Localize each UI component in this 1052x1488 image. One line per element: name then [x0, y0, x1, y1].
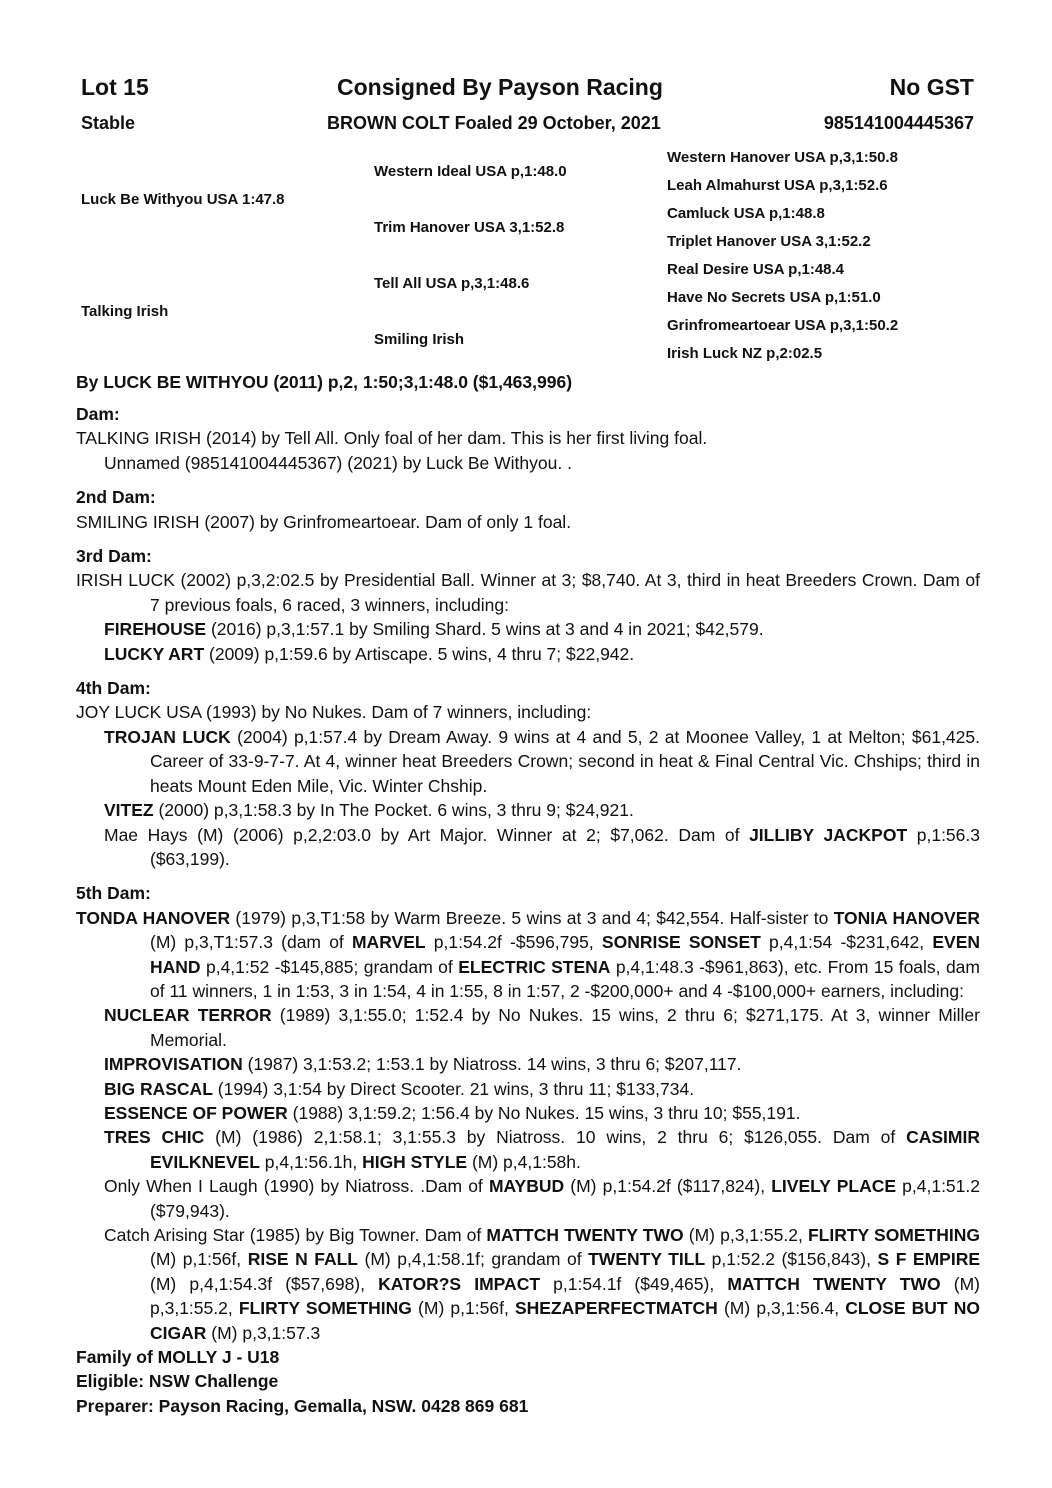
- pedigree-sire: Luck Be Withyou USA 1:47.8: [81, 191, 285, 208]
- progeny-entry: VITEZ (2000) p,3,1:58.3 by In The Pocket. 6 wins, 3 thru 9; $24,921.: [104, 800, 634, 821]
- pedigree-gen3-1: Western Hanover USA p,3,1:50.8: [667, 149, 898, 166]
- foal-entry: Unnamed (985141004445367) (2021) by Luck Be Withyou. .: [104, 452, 572, 473]
- eligibility-line: Eligible: NSW Challenge: [76, 1371, 279, 1392]
- pedigree-dam-sire: Tell All USA p,3,1:48.6: [374, 275, 530, 292]
- fourth-dam-text: JOY LUCK USA (1993) by No Nukes. Dam of 7 winners, including:: [76, 702, 592, 723]
- dam-heading: Dam:: [76, 404, 120, 424]
- pedigree-gen3-6: Have No Secrets USA p,1:51.0: [667, 289, 881, 306]
- second-dam-heading: 2nd Dam:: [76, 487, 156, 508]
- progeny-entry: ESSENCE OF POWER (1988) 3,1:59.2; 1:56.4 by No Nukes. 15 wins, 3 thru 10; $55,191.: [104, 1102, 801, 1123]
- progeny-entry: LUCKY ART (2009) p,1:59.6 by Artiscape. 5 wins, 4 thru 7; $22,942.: [104, 643, 635, 664]
- fifth-dam-text: TONDA HANOVER (1979) p,3,T1:58 by Warm Breeze. 5 wins at 3 and 4; $42,554. Half-sister to TONIA HANOVER (M) p,3,T1:57.3 (dam of MARVEL p,1:54.2f -$596,795, SONRISE SONSET p,4,1:54 -$231,642, EVEN HAND p,4,1:52 -$145,885; grandam of ELECTRIC STENA p,4,1:48.3 -$961,863), etc. From 15 foals, dam of 11 winners, 1 in 1:53, 3 in 1:54, 4 in 1:55, 8 in 1:57, 2 -$200,000+ and 4 -$100,000+ earners, including:: [76, 907, 980, 1001]
- pedigree-gen3-3: Camluck USA p,1:48.8: [667, 205, 825, 222]
- dam-text: TALKING IRISH (2014) by Tell All. Only foal of her dam. This is her first living foal.: [76, 428, 708, 449]
- progeny-entry: TROJAN LUCK (2004) p,1:57.4 by Dream Away. 9 wins at 4 and 5, 2 at Moonee Valley, 1 at Melton; $61,425. Career of 33-9-7-7. At 4, winner heat Breeders Crown; second in heat & Final Central Vic. Chships; third in heats Mount Eden Mile, Vic. Winter Chship.: [104, 726, 980, 796]
- fourth-dam-heading: 4th Dam:: [76, 678, 151, 699]
- pedigree-dam-dam: Smiling Irish: [374, 331, 465, 348]
- progeny-entry: NUCLEAR TERROR (1989) 3,1:55.0; 1:52.4 by No Nukes. 15 wins, 2 thru 6; $271,175. At 3, winner Miller Memorial.: [104, 1005, 980, 1050]
- pedigree-gen3-7: Grinfromeartoear USA p,3,1:50.2: [667, 317, 899, 334]
- pedigree-sire-dam: Trim Hanover USA 3,1:52.8: [374, 219, 565, 236]
- progeny-entry: Catch Arising Star (1985) by Big Towner. Dam of MATTCH TWENTY TWO (M) p,3,1:55.2, FLIRTY SOMETHING (M) p,1:56f, RISE N FALL (M) p,4,1:58.1f; grandam of TWENTY TILL p,1:52.2 ($156,843), S F EMPIRE (M) p,4,1:54.3f ($57,698), KATOR?S IMPACT p,1:54.1f ($49,465), MATTCH TWENTY TWO (M) p,3,1:55.2, FLIRTY SOMETHING (M) p,1:56f, SHEZAPERFECTMATCH (M) p,3,1:56.4, CLOSE BUT NO CIGAR (M) p,3,1:57.3: [104, 1225, 981, 1343]
- lot-number: Lot 15: [81, 74, 149, 100]
- progeny-entry: IMPROVISATION (1987) 3,1:53.2; 1:53.1 by Niatross. 14 wins, 3 thru 6; $207,117.: [104, 1054, 742, 1075]
- third-dam-heading: 3rd Dam:: [76, 546, 152, 567]
- progeny-entry: BIG RASCAL (1994) 3,1:54 by Direct Scooter. 21 wins, 3 thru 11; $133,734.: [104, 1078, 695, 1099]
- pedigree-gen3-8: Irish Luck NZ p,2:02.5: [667, 345, 823, 362]
- progeny-entry: FIREHOUSE (2016) p,3,1:57.1 by Smiling Shard. 5 wins at 3 and 4 in 2021; $42,579.: [104, 619, 764, 640]
- third-dam-text: IRISH LUCK (2002) p,3,2:02.5 by Presidential Ball. Winner at 3; $8,740. At 3, third in heat Breeders Crown. Dam of 7 previous foals, 6 raced, 3 winners, including:: [76, 570, 980, 615]
- pedigree-sire-sire: Western Ideal USA p,1:48.0: [374, 163, 567, 180]
- pedigree-gen3-4: Triplet Hanover USA 3,1:52.2: [667, 233, 871, 250]
- pedigree-gen3-5: Real Desire USA p,1:48.4: [667, 261, 845, 278]
- progeny-entry: Only When I Laugh (1990) by Niatross. .Dam of MAYBUD (M) p,1:54.2f ($117,824), LIVELY PLACE p,4,1:51.2 ($79,943).: [104, 1176, 980, 1221]
- pedigree-gen3-2: Leah Almahurst USA p,3,1:52.6: [667, 177, 888, 194]
- consignor: Consigned By Payson Racing: [337, 74, 663, 100]
- horse-description: BROWN COLT Foaled 29 October, 2021: [327, 113, 661, 133]
- gst-status: No GST: [889, 74, 974, 100]
- family-line: Family of MOLLY J - U18: [76, 1347, 280, 1368]
- fifth-dam-heading: 5th Dam:: [76, 883, 151, 904]
- microchip-number: 985141004445367: [823, 113, 974, 133]
- sire-summary: By LUCK BE WITHYOU (2011) p,2, 1:50;3,1:48.0 ($1,463,996): [76, 372, 573, 392]
- pedigree-dam: Talking Irish: [81, 303, 169, 320]
- progeny-entry: Mae Hays (M) (2006) p,2,2:03.0 by Art Major. Winner at 2; $7,062. Dam of JILLIBY JACKPOT p,1:56.3 ($63,199).: [104, 824, 980, 869]
- progeny-entry: TRES CHIC (M) (1986) 2,1:58.1; 3,1:55.3 by Niatross. 10 wins, 2 thru 6; $126,055. Dam of CASIMIR EVILKNEVEL p,4,1:56.1h, HIGH STYLE (M) p,4,1:58h.: [104, 1127, 980, 1172]
- second-dam-text: SMILING IRISH (2007) by Grinfromeartoear. Dam of only 1 foal.: [76, 511, 572, 532]
- stable-label: Stable: [81, 113, 136, 133]
- catalogue-body: [76, 402, 980, 1418]
- preparer-line: Preparer: Payson Racing, Gemalla, NSW. 0428 869 681: [76, 1395, 529, 1416]
